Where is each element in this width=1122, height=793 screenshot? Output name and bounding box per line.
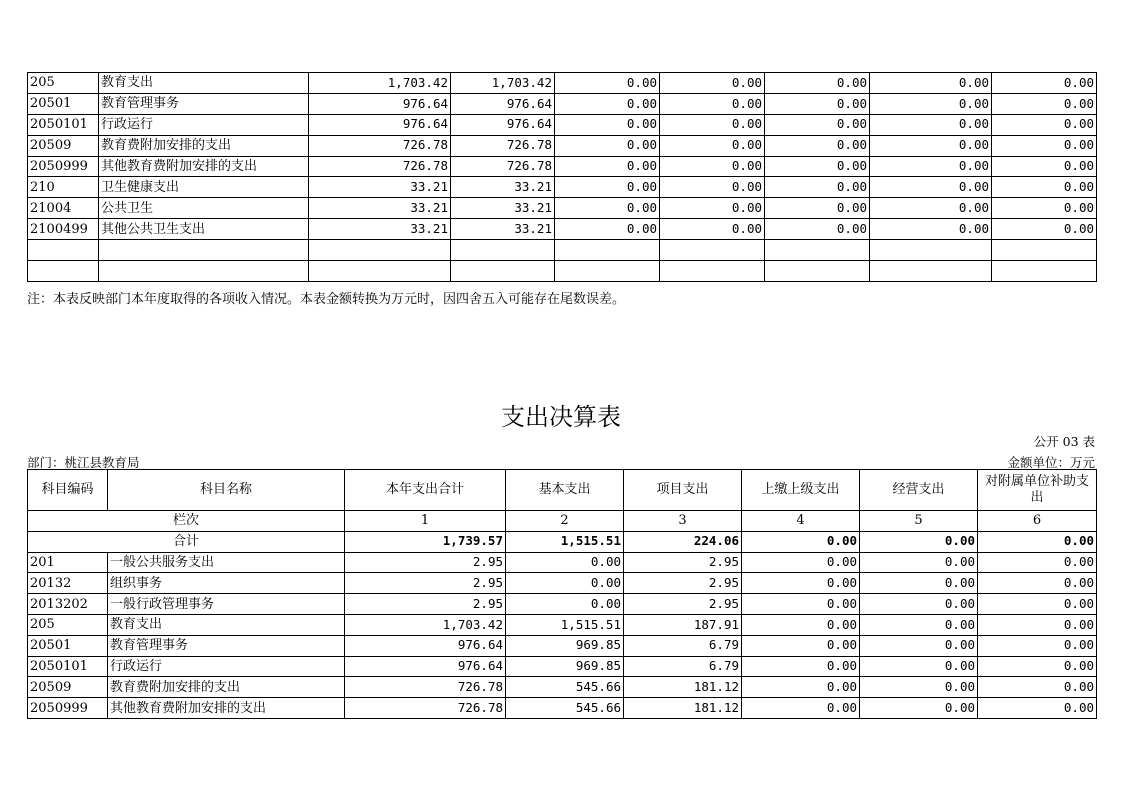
subject-code-cell: 2050999 [28, 156, 99, 177]
amount-cell: 0.00 [978, 614, 1097, 635]
table-row [28, 93, 1097, 114]
amount-cell: 0.00 [555, 156, 660, 177]
table-row [28, 219, 1097, 240]
subject-name-cell: 一般行政管理事务 [108, 594, 345, 615]
amount-cell: 0.00 [860, 677, 978, 698]
amount-cell: 0.00 [765, 177, 870, 198]
subject-code-cell: 205 [28, 73, 99, 94]
amount-cell: 6.79 [624, 656, 742, 677]
empty-cell [660, 240, 765, 261]
blank-row [28, 240, 1097, 261]
total-cell: 1,515.51 [506, 531, 624, 552]
amount-cell: 0.00 [860, 635, 978, 656]
table-row [28, 573, 1097, 594]
amount-cell: 0.00 [742, 573, 860, 594]
amount-cell: 33.21 [309, 219, 451, 240]
column-number: 3 [624, 511, 742, 532]
amount-cell: 0.00 [992, 93, 1097, 114]
amount-cell: 0.00 [978, 656, 1097, 677]
amount-cell: 0.00 [506, 552, 624, 573]
amount-cell: 0.00 [860, 552, 978, 573]
amount-cell: 0.00 [978, 698, 1097, 719]
amount-cell: 2.95 [624, 594, 742, 615]
amount-cell: 0.00 [992, 73, 1097, 94]
amount-cell: 0.00 [978, 677, 1097, 698]
amount-cell: 33.21 [309, 177, 451, 198]
amount-cell: 0.00 [660, 177, 765, 198]
amount-cell: 0.00 [765, 219, 870, 240]
amount-cell: 33.21 [309, 198, 451, 219]
amount-cell: 0.00 [992, 198, 1097, 219]
amount-cell: 0.00 [660, 135, 765, 156]
department-label: 部门：桃江县教育局 [27, 455, 140, 470]
amount-cell: 0.00 [555, 114, 660, 135]
subject-name-cell: 卫生健康支出 [99, 177, 309, 198]
amount-cell: 969.85 [506, 656, 624, 677]
subject-code-cell: 20509 [28, 135, 99, 156]
unit-label: 金额单位：万元 [1007, 455, 1095, 470]
subject-code-cell: 20501 [28, 635, 108, 656]
amount-cell: 181.12 [624, 677, 742, 698]
amount-cell: 0.00 [660, 73, 765, 94]
subject-code-cell: 2013202 [28, 594, 108, 615]
amount-cell: 0.00 [870, 156, 992, 177]
table-row [28, 114, 1097, 135]
table-row [28, 635, 1097, 656]
amount-cell: 969.85 [506, 635, 624, 656]
amount-cell: 0.00 [870, 219, 992, 240]
amount-cell: 33.21 [451, 177, 555, 198]
amount-cell: 0.00 [660, 219, 765, 240]
amount-cell: 0.00 [660, 156, 765, 177]
empty-cell [451, 240, 555, 261]
amount-cell: 0.00 [870, 177, 992, 198]
amount-cell: 0.00 [860, 573, 978, 594]
subject-code-cell: 210 [28, 177, 99, 198]
empty-cell [765, 240, 870, 261]
subject-name-cell: 教育费附加安排的支出 [99, 135, 309, 156]
amount-cell: 0.00 [978, 635, 1097, 656]
column-number: 1 [345, 511, 506, 532]
amount-cell: 545.66 [506, 698, 624, 719]
total-label: 合计 [28, 531, 345, 552]
amount-cell: 0.00 [992, 114, 1097, 135]
subject-code-cell: 20132 [28, 573, 108, 594]
subject-name-cell: 公共卫生 [99, 198, 309, 219]
amount-cell: 976.64 [309, 114, 451, 135]
subject-name-cell: 一般公共服务支出 [108, 552, 345, 573]
subject-code-cell: 2050999 [28, 698, 108, 719]
table-note: 注：本表反映部门本年度取得的各项收入情况。本表金额转换为万元时，因四舍五入可能存在尾数误差。 [27, 292, 626, 307]
expense-table [27, 469, 1097, 719]
table-row [28, 156, 1097, 177]
amount-cell: 0.00 [742, 698, 860, 719]
amount-cell: 545.66 [506, 677, 624, 698]
table-row [28, 594, 1097, 615]
amount-cell: 0.00 [765, 114, 870, 135]
amount-cell: 0.00 [555, 135, 660, 156]
amount-cell: 2.95 [345, 573, 506, 594]
amount-cell: 726.78 [451, 156, 555, 177]
amount-cell: 0.00 [978, 573, 1097, 594]
amount-cell: 0.00 [860, 656, 978, 677]
header-row [28, 470, 1097, 511]
amount-cell: 2.95 [345, 552, 506, 573]
amount-cell: 0.00 [555, 73, 660, 94]
form-code: 公开 03 表 [1033, 434, 1095, 449]
amount-cell: 726.78 [345, 677, 506, 698]
total-cell: 0.00 [860, 531, 978, 552]
amount-cell: 0.00 [660, 114, 765, 135]
empty-cell [28, 240, 99, 261]
amount-cell: 976.64 [345, 656, 506, 677]
table-row [28, 656, 1097, 677]
amount-cell: 726.78 [451, 135, 555, 156]
amount-cell: 0.00 [992, 219, 1097, 240]
subject-code-cell: 2100499 [28, 219, 99, 240]
amount-cell: 0.00 [992, 135, 1097, 156]
amount-cell: 0.00 [742, 677, 860, 698]
amount-cell: 0.00 [742, 552, 860, 573]
header-cell: 经营支出 [860, 470, 978, 511]
table-row [28, 677, 1097, 698]
column-number: 2 [506, 511, 624, 532]
amount-cell: 6.79 [624, 635, 742, 656]
amount-cell: 726.78 [309, 135, 451, 156]
amount-cell: 187.91 [624, 614, 742, 635]
column-number: 5 [860, 511, 978, 532]
empty-cell [765, 261, 870, 282]
header-cell: 上缴上级支出 [742, 470, 860, 511]
amount-cell: 0.00 [660, 93, 765, 114]
amount-cell: 0.00 [742, 656, 860, 677]
header-cell: 项目支出 [624, 470, 742, 511]
total-cell: 1,739.57 [345, 531, 506, 552]
amount-cell: 0.00 [765, 73, 870, 94]
subject-code-cell: 2050101 [28, 656, 108, 677]
empty-cell [555, 261, 660, 282]
amount-cell: 0.00 [870, 198, 992, 219]
page-title: 支出决算表 [501, 403, 621, 431]
amount-cell: 976.64 [345, 635, 506, 656]
amount-cell: 0.00 [742, 594, 860, 615]
amount-cell: 0.00 [870, 93, 992, 114]
empty-cell [992, 261, 1097, 282]
amount-cell: 726.78 [309, 156, 451, 177]
amount-cell: 33.21 [451, 219, 555, 240]
amount-cell: 0.00 [555, 177, 660, 198]
amount-cell: 0.00 [765, 198, 870, 219]
empty-cell [99, 261, 309, 282]
total-row [28, 531, 1097, 552]
empty-cell [99, 240, 309, 261]
amount-cell: 0.00 [870, 73, 992, 94]
subject-code-cell: 201 [28, 552, 108, 573]
total-cell: 0.00 [742, 531, 860, 552]
amount-cell: 1,515.51 [506, 614, 624, 635]
amount-cell: 0.00 [506, 594, 624, 615]
subject-name-cell: 组织事务 [108, 573, 345, 594]
subject-name-cell: 教育管理事务 [99, 93, 309, 114]
subject-code-cell: 205 [28, 614, 108, 635]
amount-cell: 2.95 [345, 594, 506, 615]
table-row [28, 177, 1097, 198]
total-cell: 224.06 [624, 531, 742, 552]
subject-name-cell: 教育支出 [99, 73, 309, 94]
empty-cell [992, 240, 1097, 261]
amount-cell: 976.64 [451, 114, 555, 135]
amount-cell: 0.00 [992, 156, 1097, 177]
table-row [28, 135, 1097, 156]
column-number: 6 [978, 511, 1097, 532]
empty-cell [28, 261, 99, 282]
empty-cell [660, 261, 765, 282]
subject-name-cell: 教育支出 [108, 614, 345, 635]
amount-cell: 0.00 [978, 552, 1097, 573]
amount-cell: 0.00 [765, 135, 870, 156]
header-cell: 科目名称 [108, 470, 345, 511]
amount-cell: 726.78 [345, 698, 506, 719]
amount-cell: 1,703.42 [309, 73, 451, 94]
amount-cell: 1,703.42 [451, 73, 555, 94]
amount-cell: 0.00 [860, 594, 978, 615]
amount-cell: 0.00 [506, 573, 624, 594]
amount-cell: 0.00 [555, 198, 660, 219]
header-cell: 科目编码 [28, 470, 108, 511]
subject-code-cell: 2050101 [28, 114, 99, 135]
amount-cell: 0.00 [870, 135, 992, 156]
subject-name-cell: 行政运行 [99, 114, 309, 135]
table-row [28, 698, 1097, 719]
amount-cell: 33.21 [451, 198, 555, 219]
amount-cell: 0.00 [992, 177, 1097, 198]
amount-cell: 0.00 [860, 614, 978, 635]
subject-name-cell: 教育费附加安排的支出 [108, 677, 345, 698]
amount-cell: 2.95 [624, 552, 742, 573]
subject-name-cell: 教育管理事务 [108, 635, 345, 656]
amount-cell: 0.00 [555, 93, 660, 114]
subject-code-cell: 21004 [28, 198, 99, 219]
table-row [28, 552, 1097, 573]
subject-name-cell: 行政运行 [108, 656, 345, 677]
header-cell: 对附属单位补助支出 [978, 470, 1097, 511]
amount-cell: 0.00 [660, 198, 765, 219]
column-label: 栏次 [28, 511, 345, 532]
table-row [28, 614, 1097, 635]
amount-cell: 976.64 [451, 93, 555, 114]
header-cell: 本年支出合计 [345, 470, 506, 511]
amount-cell: 0.00 [742, 635, 860, 656]
amount-cell: 181.12 [624, 698, 742, 719]
subject-name-cell: 其他教育费附加安排的支出 [108, 698, 345, 719]
amount-cell: 1,703.42 [345, 614, 506, 635]
amount-cell: 0.00 [765, 93, 870, 114]
empty-cell [870, 240, 992, 261]
subject-name-cell: 其他教育费附加安排的支出 [99, 156, 309, 177]
amount-cell: 0.00 [742, 614, 860, 635]
table-row [28, 73, 1097, 94]
total-cell: 0.00 [978, 531, 1097, 552]
subject-name-cell: 其他公共卫生支出 [99, 219, 309, 240]
column-number-row [28, 511, 1097, 532]
blank-row [28, 261, 1097, 282]
amount-cell: 0.00 [765, 156, 870, 177]
subject-code-cell: 20501 [28, 93, 99, 114]
column-number: 4 [742, 511, 860, 532]
empty-cell [309, 261, 451, 282]
empty-cell [451, 261, 555, 282]
empty-cell [309, 240, 451, 261]
amount-cell: 0.00 [860, 698, 978, 719]
table-row [28, 198, 1097, 219]
empty-cell [870, 261, 992, 282]
amount-cell: 976.64 [309, 93, 451, 114]
subject-code-cell: 20509 [28, 677, 108, 698]
amount-cell: 0.00 [555, 219, 660, 240]
income-table [27, 72, 1097, 282]
header-cell: 基本支出 [506, 470, 624, 511]
amount-cell: 0.00 [870, 114, 992, 135]
amount-cell: 0.00 [978, 594, 1097, 615]
empty-cell [555, 240, 660, 261]
amount-cell: 2.95 [624, 573, 742, 594]
